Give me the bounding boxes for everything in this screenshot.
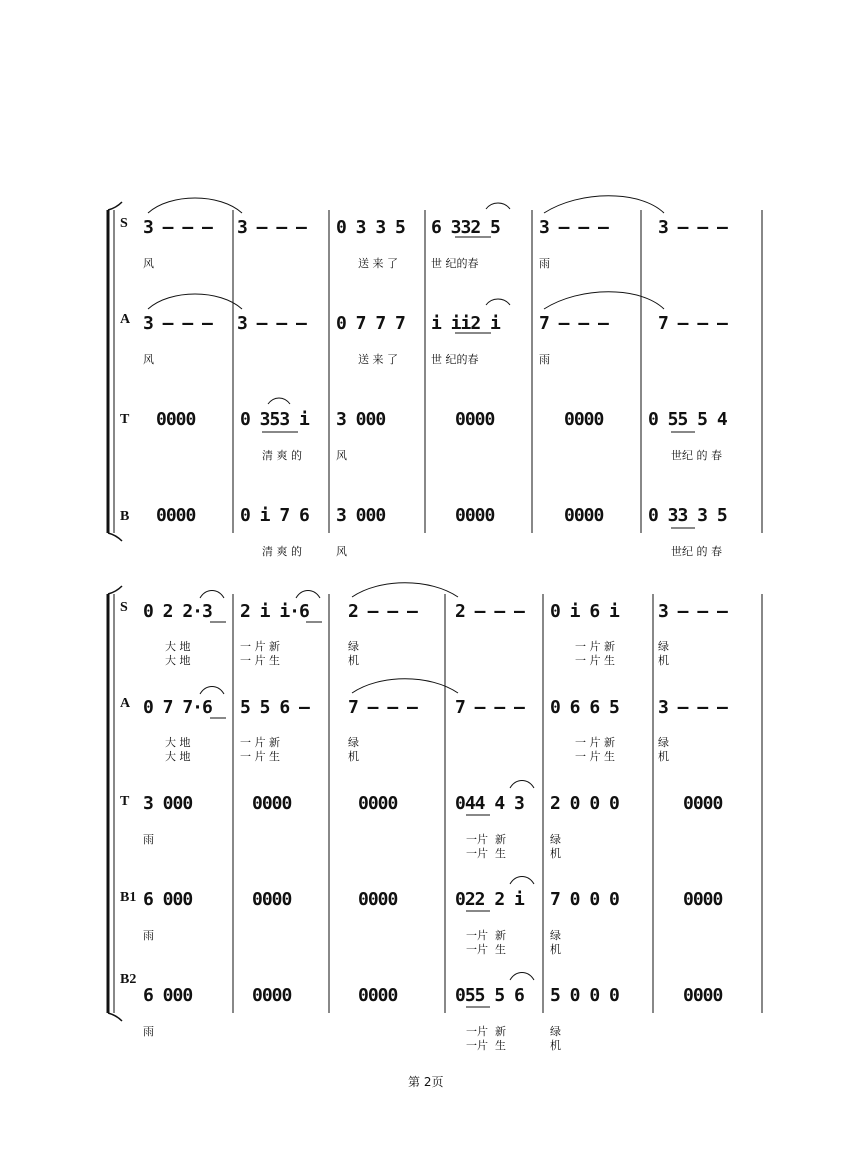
lyric: 雨 [143, 929, 154, 942]
measure-notes: 3 000 [143, 793, 193, 814]
slur-arc [510, 973, 534, 981]
lyric: 风 [143, 257, 154, 270]
slur-arc [296, 591, 320, 599]
lyric: 世 纪的春 [431, 353, 479, 366]
measure-notes: 3 – – – [658, 217, 727, 238]
measure-notes: 0000 [683, 793, 723, 814]
lyric: 世纪 的 春 [671, 545, 722, 558]
measure-notes: 3 000 [336, 505, 386, 526]
lyric: 雨 [143, 1025, 154, 1038]
measure-notes: 3 – – – [237, 313, 306, 334]
tie-arc [544, 196, 664, 213]
measure-notes: 0000 [252, 793, 292, 814]
measure-notes: 5 5 6 – [240, 697, 309, 718]
lyric: 风 [336, 449, 347, 462]
measure-notes: 0000 [564, 409, 604, 430]
lyric: 清 爽 的 [262, 449, 302, 462]
slur-arc [486, 203, 510, 209]
lyric: 绿 机 [550, 929, 561, 956]
measure-notes: 022 2 i [455, 889, 524, 910]
measure-notes: 0000 [358, 985, 398, 1006]
tie-arc [148, 294, 242, 309]
part-label-bass: B [120, 509, 130, 524]
lyric: 一 片 新 一 片 生 [240, 736, 280, 763]
measure-notes: 2 0 0 0 [550, 793, 619, 814]
measure-notes: 2 – – – [455, 601, 524, 622]
lyric: 一片 新 一片 生 [466, 1025, 506, 1052]
measure-notes: 7 – – – [348, 697, 417, 718]
slur-arc [200, 591, 224, 599]
measure-notes: 7 – – – [658, 313, 727, 334]
slur-arc [200, 687, 224, 695]
measure-notes: 0 3 3 5 [336, 217, 405, 238]
tie-arc [352, 583, 458, 597]
measure-notes: 3 – – – [237, 217, 306, 238]
measure-notes: 3 – – – [658, 601, 727, 622]
measure-notes: 5 0 0 0 [550, 985, 619, 1006]
lyric: 风 [143, 353, 154, 366]
measure-notes: 0000 [252, 889, 292, 910]
lyric: 雨 [143, 833, 154, 846]
measure-notes: 0000 [683, 985, 723, 1006]
measure-notes: 0 7 7·6 [143, 697, 212, 718]
lyric: 绿 机 [658, 736, 669, 763]
system2-bracket-bottom-hook [108, 1013, 122, 1021]
measure-notes: 0 55 5 4 [648, 409, 727, 430]
lyric: 送 来 了 [358, 257, 398, 270]
part-label-soprano: S [120, 600, 128, 615]
measure-notes: 0 33 3 5 [648, 505, 727, 526]
lyric: 一片 新 一片 生 [466, 929, 506, 956]
measure-notes: 0000 [358, 793, 398, 814]
lyric: 送 来 了 [358, 353, 398, 366]
part-label-tenor: T [120, 794, 130, 809]
system2-bracket-top-hook [108, 586, 122, 594]
lyric: 世纪 的 春 [671, 449, 722, 462]
measure-notes: 0 353 i [240, 409, 309, 430]
measure-notes: 6 332 5 [431, 217, 500, 238]
lyric: 一片 新 一片 生 [466, 833, 506, 860]
measure-notes: 0000 [252, 985, 292, 1006]
tie-arc [352, 679, 458, 693]
lyric: 绿 机 [658, 640, 669, 667]
measure-notes: 6 000 [143, 889, 193, 910]
part-label-soprano: S [120, 216, 128, 231]
measure-notes: i ii2 i [431, 313, 500, 334]
system1-bracket-bottom-hook [108, 533, 122, 541]
lyric: 绿 机 [550, 833, 561, 860]
slur-arc [486, 299, 510, 305]
measure-notes: 7 – – – [539, 313, 608, 334]
part-label-alto: A [120, 696, 131, 711]
part-label-alto: A [120, 312, 131, 327]
measure-notes: 3 000 [336, 409, 386, 430]
measure-notes: 0000 [455, 409, 495, 430]
measure-notes: 044 4 3 [455, 793, 524, 814]
measure-notes: 0000 [683, 889, 723, 910]
measure-notes: 0 7 7 7 [336, 313, 405, 334]
lyric: 绿 机 [348, 736, 359, 763]
measure-notes: 3 – – – [658, 697, 727, 718]
measure-notes: 7 – – – [455, 697, 524, 718]
lyric: 风 [336, 545, 347, 558]
measure-notes: 0000 [455, 505, 495, 526]
measure-notes: 3 – – – [539, 217, 608, 238]
lyric: 雨 [539, 257, 550, 270]
lyric: 世 纪的春 [431, 257, 479, 270]
part-label-bass1: B1 [120, 890, 137, 905]
lyric: 绿 机 [348, 640, 359, 667]
tie-arc [544, 292, 664, 309]
measure-notes: 055 5 6 [455, 985, 524, 1006]
measure-notes: 0 6 6 5 [550, 697, 619, 718]
measure-notes: 0000 [564, 505, 604, 526]
measure-notes: 7 0 0 0 [550, 889, 619, 910]
measure-notes: 3 – – – [143, 217, 212, 238]
lyric: 一 片 新 一 片 生 [575, 640, 615, 667]
slur-arc [268, 398, 290, 404]
slur-arc [510, 781, 534, 789]
part-label-bass2: B2 [120, 972, 137, 987]
slur-arc [510, 877, 534, 885]
measure-notes: 0000 [156, 505, 196, 526]
measure-notes: 2 i i·6 [240, 601, 309, 622]
measure-notes: 2 – – – [348, 601, 417, 622]
measure-notes: 0 i 6 i [550, 601, 619, 622]
measure-notes: 0000 [358, 889, 398, 910]
page-number: 第 2页 [408, 1075, 444, 1089]
lyric: 一 片 新 一 片 生 [575, 736, 615, 763]
part-label-tenor: T [120, 412, 130, 427]
lyric: 雨 [539, 353, 550, 366]
measure-notes: 3 – – – [143, 313, 212, 334]
tie-arc [148, 198, 242, 213]
measure-notes: 0 i 7 6 [240, 505, 309, 526]
lyric: 大 地 大 地 [165, 640, 191, 667]
measure-notes: 0000 [156, 409, 196, 430]
lyric: 一 片 新 一 片 生 [240, 640, 280, 667]
measure-notes: 6 000 [143, 985, 193, 1006]
lyric: 绿 机 [550, 1025, 561, 1052]
lyric: 清 爽 的 [262, 545, 302, 558]
system1-bracket-top-hook [108, 202, 122, 210]
lyric: 大 地 大 地 [165, 736, 191, 763]
measure-notes: 0 2 2·3 [143, 601, 212, 622]
